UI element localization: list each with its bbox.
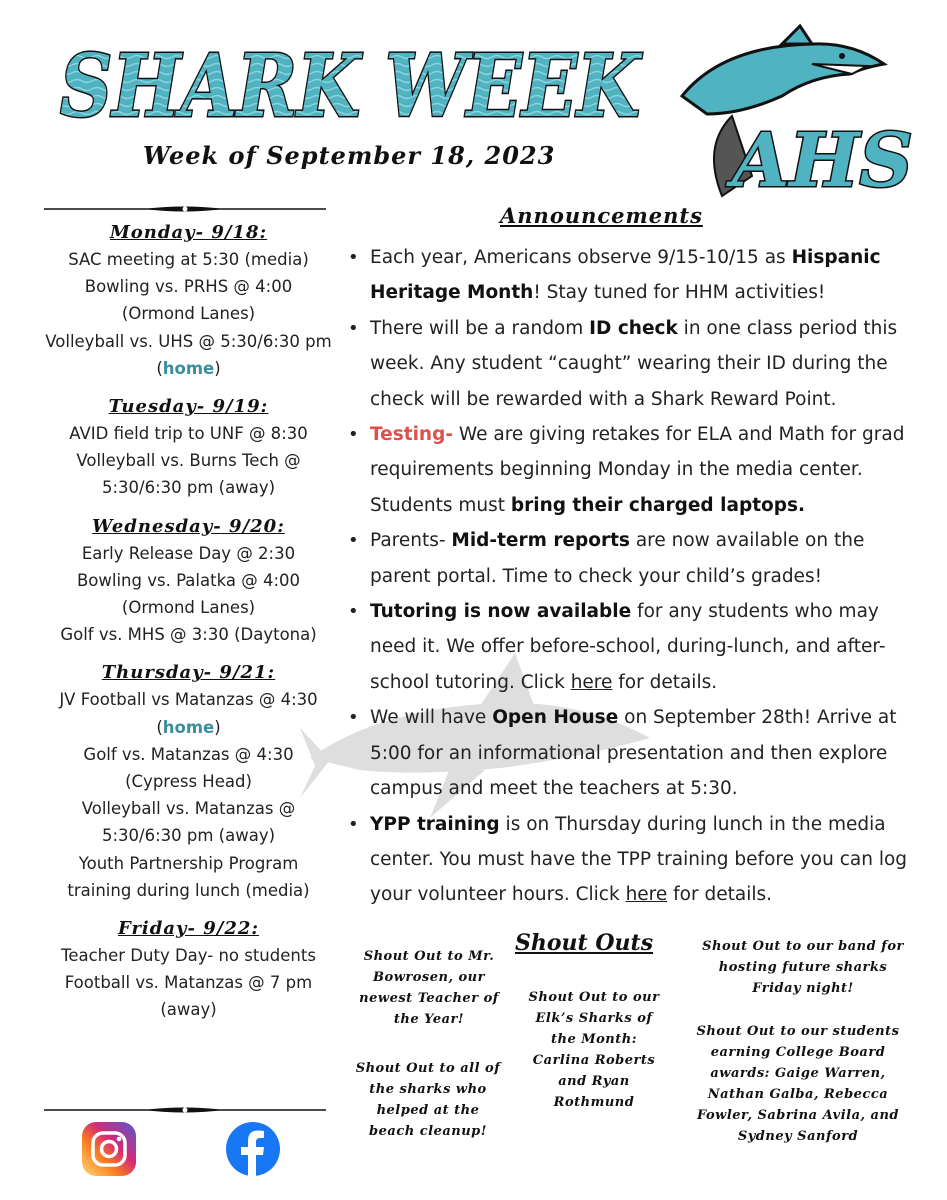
text: for any students who may need it. We offer before-school, during-lunch, and after-school tutoring. Click xyxy=(370,601,886,693)
event: Volleyball vs. UHS @ 5:30/6:30 pm xyxy=(45,331,332,351)
bold-text: Mid-term reports xyxy=(451,530,630,552)
text: Parents- xyxy=(370,530,452,552)
testing-label: Testing- xyxy=(370,424,453,446)
tutoring-here-link[interactable]: here xyxy=(570,671,613,693)
event: Youth Partnership Program xyxy=(78,853,299,873)
event: (Cypress Head) xyxy=(125,772,252,792)
event: (Ormond Lanes) xyxy=(121,304,256,324)
bold-text: Hispanic Heritage Month xyxy=(370,247,881,304)
text: is on Thursday during lunch in the media center. You must have the TPP training before you can log your volunteer hours. Click xyxy=(370,813,908,906)
home-link[interactable]: home xyxy=(162,358,215,378)
text: for details. xyxy=(612,671,718,693)
text: We will have xyxy=(370,707,493,729)
day-heading: Tuesday- 9/19: xyxy=(108,396,269,418)
announcements-list xyxy=(344,240,919,913)
list-item xyxy=(344,523,919,594)
day-tuesday xyxy=(36,396,341,502)
text: We are giving retakes for ELA and Math for grad requirements beginning Monday in the media center. Students must xyxy=(370,424,905,516)
facebook-icon[interactable] xyxy=(225,1121,281,1177)
shoutout-teacher: Shout Out to Mr. Bowrosen, our newest Teacher of the Year! xyxy=(359,949,499,1027)
shark-logo-icon xyxy=(662,26,912,216)
shoutout-elks: Shout Out to our Elk’s Sharks of the Month: Carlina Roberts and Ryan Rothmund xyxy=(528,990,660,1110)
day-wednesday xyxy=(36,516,341,649)
shark-week-title xyxy=(52,28,652,138)
text: on September 28th! Arrive at 5:00 for an informational presentation and then explore campus and meet the teachers at 5:30. xyxy=(370,707,897,800)
event: Golf vs. MHS @ 3:30 (Daytona) xyxy=(60,625,317,645)
list-item xyxy=(344,311,919,417)
event: (home) xyxy=(156,358,221,378)
event: Golf vs. Matanzas @ 4:30 xyxy=(83,744,294,764)
event: (Ormond Lanes) xyxy=(121,598,256,618)
list-item xyxy=(344,807,919,913)
text: ! Stay tuned for HHM activities! xyxy=(533,282,826,304)
bottom-divider xyxy=(44,1105,326,1115)
event: Bowling vs. PRHS @ 4:00 xyxy=(84,277,293,297)
bold-text: ID check xyxy=(589,317,678,339)
ypp-here-link[interactable]: here xyxy=(625,884,668,906)
day-friday xyxy=(36,918,341,1024)
shoutout-band: Shout Out to our band for hosting future sharks Friday night! xyxy=(702,939,904,996)
top-divider xyxy=(44,204,326,214)
bold-text: Tutoring is now available xyxy=(370,601,632,623)
bold-text: bring their charged laptops. xyxy=(510,494,806,516)
title-text: SHARK WEEK xyxy=(60,36,643,137)
home-link[interactable]: home xyxy=(162,717,215,737)
text: in one class period this week. Any student “caught” wearing their ID during the check will be rewarded with a Shark Reward Point. xyxy=(370,317,898,410)
event: AVID field trip to UNF @ 8:30 xyxy=(69,424,308,444)
event: SAC meeting at 5:30 (media) xyxy=(68,250,309,269)
event: Teacher Duty Day- no students xyxy=(61,946,316,966)
bold-text: YPP training xyxy=(370,813,500,835)
week-subtitle: Week of September 18, 2023 xyxy=(143,141,556,170)
event: training during lunch (media) xyxy=(67,880,310,900)
shoutouts-heading: Shout Outs xyxy=(515,930,654,956)
instagram-icon[interactable] xyxy=(81,1121,137,1177)
event: (home) xyxy=(156,717,221,737)
day-heading: Thursday- 9/21: xyxy=(101,662,276,684)
shoutout-cleanup: Shout Out to all of the sharks who helped at the beach cleanup! xyxy=(355,1061,501,1139)
text: are now available on the parent portal. Time to check your child’s grades! xyxy=(370,530,865,587)
shoutout-college-board: Shout Out to our students earning College Board awards: Gaige Warren, Nathan Galba, Rebecca Fowler, Sabrina Avila, and Sydney Sanford xyxy=(696,1024,900,1144)
logo-text: AHS xyxy=(732,118,913,204)
event: Volleyball vs. Burns Tech @ xyxy=(76,451,301,471)
day-monday xyxy=(36,222,341,382)
text: for details. xyxy=(667,884,772,906)
list-item xyxy=(344,700,919,806)
text: There will be a random xyxy=(370,317,590,339)
list-item xyxy=(344,417,919,523)
list-item xyxy=(344,594,919,700)
day-heading: Monday- 9/18: xyxy=(109,222,268,243)
bold-text: Open House xyxy=(492,707,619,729)
text: Each year, Americans observe 9/15-10/15 as xyxy=(370,247,792,268)
event: Football vs. Matanzas @ 7 pm xyxy=(64,973,313,993)
event: (away) xyxy=(160,1000,217,1020)
event: Bowling vs. Palatka @ 4:00 xyxy=(76,570,300,590)
event: Volleyball vs. Matanzas @ xyxy=(81,799,296,819)
announcements-heading: Announcements xyxy=(500,203,703,228)
day-thursday xyxy=(36,662,341,904)
list-item xyxy=(344,240,919,311)
event: 5:30/6:30 pm (away) xyxy=(101,478,276,498)
event: 5:30/6:30 pm (away) xyxy=(101,826,276,846)
day-heading: Wednesday- 9/20: xyxy=(92,515,285,537)
weekly-schedule xyxy=(36,222,341,1024)
event: Early Release Day @ 2:30 xyxy=(81,543,296,563)
event: JV Football vs Matanzas @ 4:30 xyxy=(59,690,318,710)
day-heading: Friday- 9/22: xyxy=(117,918,260,940)
